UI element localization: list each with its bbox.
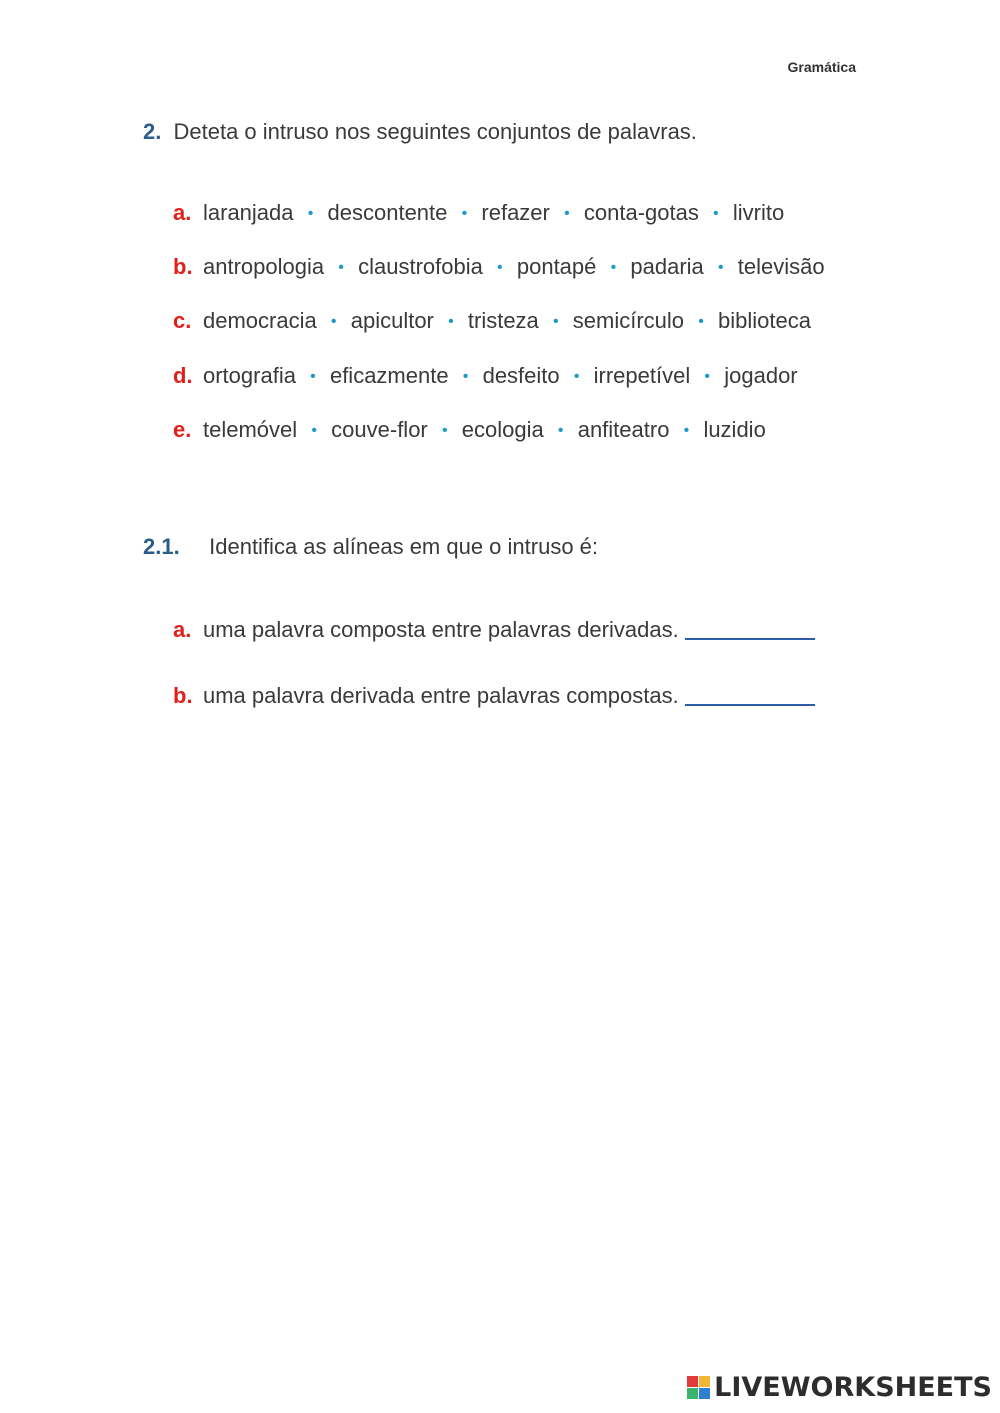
word-option[interactable]: jogador <box>724 363 798 388</box>
word-option[interactable]: democracia <box>203 308 317 333</box>
word-option[interactable]: desfeito <box>482 363 560 388</box>
word-set-row <box>173 306 811 336</box>
answer-blank[interactable] <box>685 616 815 640</box>
word-option[interactable]: irrepetível <box>593 363 691 388</box>
set-letter: d. <box>173 363 193 388</box>
question-title <box>143 119 697 145</box>
bullet-separator: • <box>310 368 316 385</box>
bullet-separator: • <box>307 205 314 222</box>
set-letter: c. <box>173 308 192 333</box>
logo-mark-icon <box>687 1376 710 1399</box>
bullet-separator: • <box>704 368 711 385</box>
logo-square <box>687 1388 698 1399</box>
bullet-separator: • <box>698 313 704 330</box>
bullet-separator: • <box>717 259 724 276</box>
word-option[interactable]: semicírculo <box>572 308 685 333</box>
liveworksheets-logo <box>687 1372 992 1403</box>
logo-square <box>699 1388 710 1399</box>
bullet-separator: • <box>573 368 580 385</box>
word-option[interactable]: eficazmente <box>329 363 449 388</box>
word-option[interactable]: ortografia <box>203 363 296 388</box>
item-letter: a. <box>173 617 192 642</box>
word-option[interactable]: claustrofobia <box>358 254 483 279</box>
logo-square <box>687 1376 698 1387</box>
bullet-separator: • <box>564 205 570 222</box>
word-option[interactable]: ecologia <box>461 417 544 442</box>
question-prompt: Deteta o intruso nos seguintes conjuntos de palavras. <box>173 119 697 144</box>
subquestion-prompt: Identifica as alíneas em que o intruso é: <box>209 534 599 559</box>
bullet-separator: • <box>330 313 337 330</box>
bullet-separator: • <box>311 422 317 439</box>
header-subject: Gramática <box>787 59 856 75</box>
word-option[interactable]: telemóvel <box>203 417 298 442</box>
word-option[interactable]: anfiteatro <box>577 417 670 442</box>
word-set-row <box>173 361 798 391</box>
word-set-row <box>173 198 784 228</box>
bullet-separator: • <box>610 259 617 276</box>
item-text: uma palavra derivada entre palavras compostas. <box>203 683 679 708</box>
word-option[interactable]: descontente <box>327 200 448 225</box>
set-letter: e. <box>173 417 192 442</box>
bullet-separator: • <box>557 422 564 439</box>
word-option[interactable]: antropologia <box>203 254 325 279</box>
word-option[interactable]: pontapé <box>516 254 597 279</box>
word-option[interactable]: biblioteca <box>718 308 811 333</box>
bullet-separator: • <box>338 259 344 276</box>
bullet-separator: • <box>683 422 690 439</box>
bullet-separator: • <box>462 368 469 385</box>
item-text: uma palavra composta entre palavras derivadas. <box>203 617 679 642</box>
set-letter: b. <box>173 254 193 279</box>
bullet-separator: • <box>441 422 448 439</box>
word-option[interactable]: couve-flor <box>331 417 428 442</box>
bullet-separator: • <box>497 259 503 276</box>
word-option[interactable]: luzidio <box>703 417 766 442</box>
bullet-separator: • <box>448 313 454 330</box>
word-option[interactable]: padaria <box>630 254 704 279</box>
subquestion-item <box>173 681 815 711</box>
word-option[interactable]: apicultor <box>350 308 434 333</box>
subquestion-number: 2.1. <box>143 534 180 559</box>
question-number: 2. <box>143 119 162 144</box>
word-option[interactable]: televisão <box>737 254 825 279</box>
word-option[interactable]: conta-gotas <box>583 200 699 225</box>
word-option[interactable]: tristeza <box>467 308 539 333</box>
item-letter: b. <box>173 683 193 708</box>
subquestion-title <box>143 534 598 560</box>
word-option[interactable]: livrito <box>732 200 785 225</box>
logo-square <box>699 1376 710 1387</box>
word-option[interactable]: refazer <box>481 200 550 225</box>
bullet-separator: • <box>713 205 719 222</box>
logo-text: LIVEWORKSHEETS <box>714 1372 992 1403</box>
word-set-row <box>173 415 766 445</box>
set-letter: a. <box>173 200 192 225</box>
bullet-separator: • <box>461 205 468 222</box>
answer-blank[interactable] <box>685 682 815 706</box>
subquestion-item <box>173 615 815 645</box>
word-option[interactable]: laranjada <box>203 200 294 225</box>
word-set-row <box>173 252 825 282</box>
bullet-separator: • <box>552 313 559 330</box>
